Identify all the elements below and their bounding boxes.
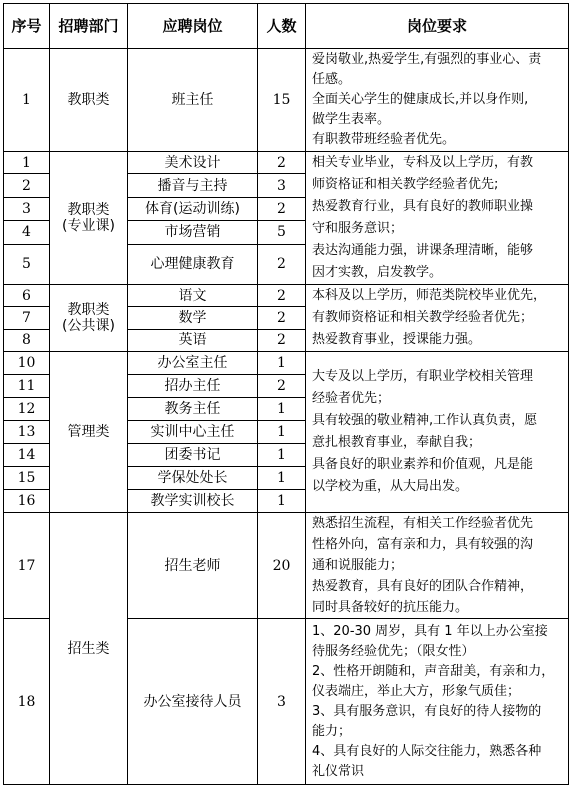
row-no: 2 xyxy=(4,174,50,197)
requirements-cell xyxy=(306,285,569,352)
req-line: 任感。 xyxy=(312,72,352,87)
req-line: 守和服务意识； xyxy=(312,221,404,236)
header-count: 人数 xyxy=(258,4,306,49)
req-line: 师资格证和相关教学经验者优先; xyxy=(312,177,499,192)
req-line: 全面关心学生的健康成长,并以身作则, xyxy=(312,92,529,107)
req-line: 具有较强的敬业精神,工作认真负责，愿 xyxy=(312,413,538,428)
req-line: 有教师资格证和相关教学经验者优先； xyxy=(312,310,534,325)
position-cell: 实训中心主任 xyxy=(128,421,258,444)
req-line: 本科及以上学历，师范类院校毕业优先， xyxy=(312,288,547,303)
req-line: 礼仪常识 xyxy=(312,763,365,779)
position-cell: 教务主任 xyxy=(128,398,258,421)
row-no: 1 xyxy=(4,49,50,152)
row-no: 3 xyxy=(4,197,50,220)
req-line: 意扎根教育事业，奉献自我； xyxy=(312,435,482,450)
row-no: 10 xyxy=(4,352,50,375)
dept-label: 教职类 xyxy=(67,202,110,218)
req-line: 表达沟通能力强，讲课条理清晰，能够 xyxy=(312,243,534,258)
header-no: 序号 xyxy=(4,4,50,49)
req-line: 大专及以上学历，有职业学校相关管理 xyxy=(312,369,534,384)
count-cell: 1 xyxy=(258,352,306,375)
count-cell: 2 xyxy=(258,329,306,351)
count-cell: 2 xyxy=(258,244,306,284)
req-line: 爱岗敬业,热爱学生,有强烈的事业心、责 xyxy=(312,52,542,67)
count-cell: 5 xyxy=(258,221,306,244)
position-cell: 招生老师 xyxy=(128,513,258,619)
row-no: 14 xyxy=(4,444,50,467)
position-cell: 办公室接待人员 xyxy=(128,619,258,785)
dept-label: 教职类 xyxy=(67,92,110,108)
dept-label: 教职类 xyxy=(67,302,110,318)
row-no: 7 xyxy=(4,307,50,329)
row-no: 4 xyxy=(4,221,50,244)
dept-cell xyxy=(50,285,128,352)
dept-label: 管理类 xyxy=(67,424,110,440)
row-no: 13 xyxy=(4,421,50,444)
count-cell: 2 xyxy=(258,285,306,307)
req-line: 做学生表率。 xyxy=(312,112,391,127)
requirements-cell xyxy=(306,152,569,285)
req-line: 热爱教育事业，授课能力强。 xyxy=(312,332,482,347)
requirements-cell xyxy=(306,49,569,152)
position-cell: 市场营销 xyxy=(128,221,258,244)
row-no: 5 xyxy=(4,244,50,284)
position-cell: 英语 xyxy=(128,329,258,351)
count-cell: 2 xyxy=(258,375,306,398)
dept-cell xyxy=(50,513,128,785)
req-line: 4、具有良好的人际交往能力，熟悉各种 xyxy=(312,743,542,759)
table-row xyxy=(4,285,569,307)
row-no: 11 xyxy=(4,375,50,398)
row-no: 18 xyxy=(4,619,50,785)
row-no: 1 xyxy=(4,152,50,174)
req-line: 以学校为重，从大局出发。 xyxy=(312,479,469,494)
req-line: 因才实教，启发教学。 xyxy=(312,265,443,280)
req-line: 仪表端庄，举止大方，形象气质佳； xyxy=(312,683,521,699)
table-row xyxy=(4,352,569,375)
position-cell: 播音与主持 xyxy=(128,174,258,197)
req-line: 经验者优先； xyxy=(312,391,391,406)
req-line: 性格外向，富有亲和力，具有较强的沟 xyxy=(312,537,534,552)
count-cell: 1 xyxy=(258,490,306,513)
position-cell: 语文 xyxy=(128,285,258,307)
req-line: 同时具备较好的抗压能力。 xyxy=(312,600,469,615)
req-line: 通和说服能力； xyxy=(312,558,404,573)
req-line: 热爱教育行业，具有良好的教师职业操 xyxy=(312,199,534,214)
count-cell: 2 xyxy=(258,197,306,220)
dept-cell xyxy=(50,152,128,285)
table-row xyxy=(4,49,569,152)
req-line: 待服务经验优先；（限女性） xyxy=(312,643,475,659)
position-cell: 招办主任 xyxy=(128,375,258,398)
count-cell: 1 xyxy=(258,444,306,467)
dept-cell xyxy=(50,352,128,513)
row-no: 16 xyxy=(4,490,50,513)
position-cell: 美术设计 xyxy=(128,152,258,174)
position-cell: 心理健康教育 xyxy=(128,244,258,284)
table-row xyxy=(4,152,569,174)
header-row xyxy=(4,4,569,49)
req-line: 具备良好的职业素养和价值观，凡是能 xyxy=(312,457,534,472)
req-line: 热爱教育，具有良好的团队合作精神， xyxy=(312,579,534,594)
req-line: 有职教带班经验者优先。 xyxy=(312,132,456,147)
req-line: 相关专业毕业，专科及以上学历，有教 xyxy=(312,155,534,170)
requirements-cell xyxy=(306,513,569,619)
header-dept: 招聘部门 xyxy=(50,4,128,49)
count-cell: 1 xyxy=(258,467,306,490)
row-no: 15 xyxy=(4,467,50,490)
count-cell: 15 xyxy=(258,49,306,152)
position-cell: 教学实训校长 xyxy=(128,490,258,513)
count-cell: 2 xyxy=(258,152,306,174)
count-cell: 3 xyxy=(258,174,306,197)
req-line: 能力； xyxy=(312,723,352,739)
position-cell: 团委书记 xyxy=(128,444,258,467)
requirements-cell xyxy=(306,352,569,513)
req-line: 1、20-30 周岁，具有 1 年以上办公室接 xyxy=(312,623,548,639)
count-cell: 20 xyxy=(258,513,306,619)
row-no: 6 xyxy=(4,285,50,307)
req-line: 熟悉招生流程，有相关工作经验者优先 xyxy=(312,516,534,531)
dept-cell xyxy=(50,49,128,152)
dept-sublabel: (专业课) xyxy=(62,218,115,234)
position-cell: 学保处处长 xyxy=(128,467,258,490)
count-cell: 1 xyxy=(258,421,306,444)
position-cell: 数学 xyxy=(128,307,258,329)
dept-label: 招生类 xyxy=(67,640,110,657)
table-row xyxy=(4,513,569,619)
position-cell: 班主任 xyxy=(128,49,258,152)
count-cell: 2 xyxy=(258,307,306,329)
position-cell: 办公室主任 xyxy=(128,352,258,375)
row-no: 8 xyxy=(4,329,50,351)
row-no: 17 xyxy=(4,513,50,619)
requirements-cell xyxy=(306,619,569,785)
count-cell: 3 xyxy=(258,619,306,785)
count-cell: 1 xyxy=(258,398,306,421)
header-position: 应聘岗位 xyxy=(128,4,258,49)
row-no: 12 xyxy=(4,398,50,421)
position-cell: 体育(运动训练) xyxy=(128,197,258,220)
dept-sublabel: (公共课) xyxy=(62,318,115,334)
header-requirements: 岗位要求 xyxy=(306,4,569,49)
req-line: 3、具有服务意识，有良好的待人接物的 xyxy=(312,703,542,719)
req-line: 2、性格开朗随和，声音甜美，有亲和力， xyxy=(312,663,555,679)
recruitment-table xyxy=(3,3,569,785)
